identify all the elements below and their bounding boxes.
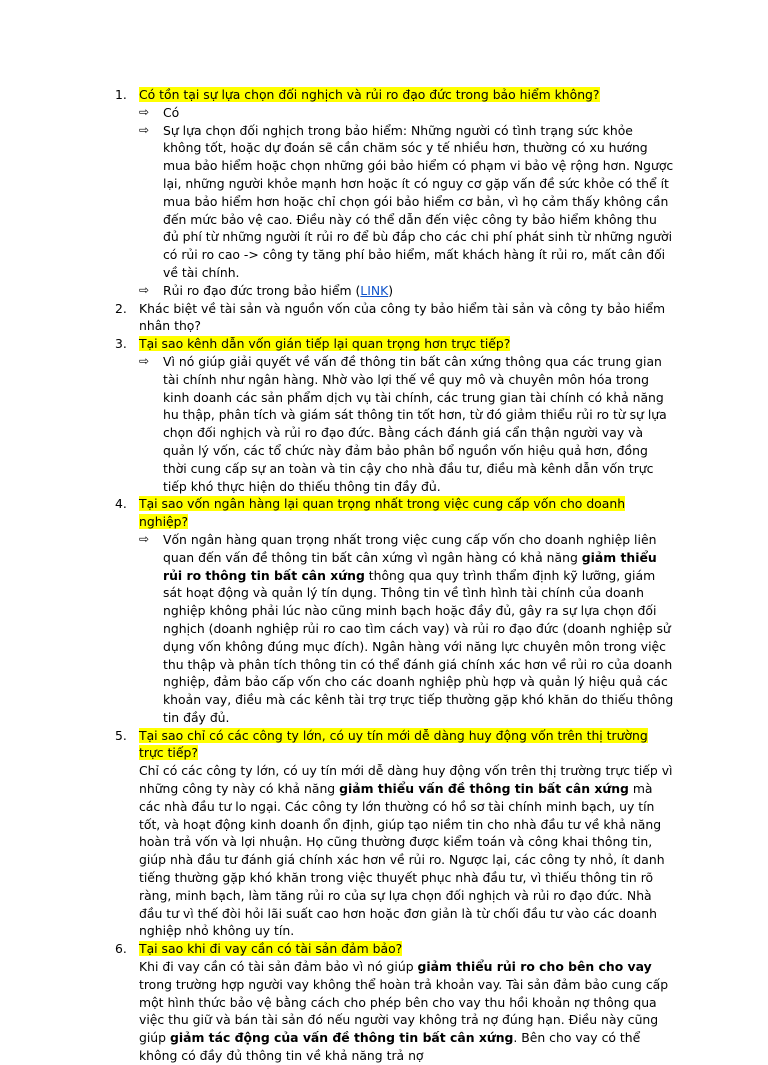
answer-text: . Bên cho vay có thể không có đầy đủ thông tin về khả năng trả nợ: [139, 1030, 641, 1064]
answer-text: Chỉ có các công ty lớn, có uy tín mới dễ dàng huy động vốn trên thị trường trực tiếp vì những công ty này có khả năng: [139, 763, 673, 797]
answer-text: Khi đi vay cần có tài sản đảm bảo vì nó giúp: [139, 959, 418, 975]
answer-1-moral-hazard: [115, 282, 675, 300]
question-text: Tại sao kênh dẫn vốn gián tiếp lại quan trọng hơn trực tiếp?: [139, 336, 511, 352]
arrow-right-outline-icon: ⇨: [139, 531, 150, 546]
question-number: 4.: [115, 496, 127, 512]
answer-6: [115, 958, 675, 1065]
question-text: Tại sao vốn ngân hàng lại quan trọng nhất trong việc cung cấp vốn cho doanh nghiệp?: [139, 496, 626, 530]
question-6: [115, 940, 675, 958]
answer-1-adverse-selection: [115, 122, 675, 282]
arrow-right-outline-icon: ⇨: [139, 122, 150, 137]
answer-bold-text: giảm tác động của vấn đề thông tin bất cân xứng: [169, 1030, 514, 1046]
answer-text: Vì nó giúp giải quyết về vấn đề thông tin bất cân xứng thông qua các trung gian tài chính như ngân hàng. Nhờ vào lợi thế về quy mô và chuyên môn hóa trong kinh doanh các sản phẩm dịch vụ tài chính, các trung gian tài chính có khả năng hu thập, phân tích và giám sát thông tin tốt hơn, từ đó giảm thiểu rủi ro từ sự lựa chọn đối nghịch và rủi ro đạo đức. Bằng cách đánh giá cẩn thận người vay và quản lý vốn, các tổ chức này đảm bảo phân bổ nguồn vốn hiệu quả hơn, đồng thời cung cấp sự an toàn và tin cậy cho nhà đầu tư, điều mà kênh dẫn vốn trực tiếp khó thực hiện do thiếu thông tin đầy đủ.: [163, 353, 667, 494]
question-2: [115, 300, 675, 336]
arrow-right-outline-icon: ⇨: [139, 353, 150, 368]
question-number: 2.: [115, 300, 127, 316]
answer-text: trong trường hợp người vay không thể hoàn trả khoản vay. Tài sản đảm bảo cung cấp một hình thức bảo vệ bằng cách cho phép bên cho vay thu hồi khoản nợ thông qua việc thu giữ và bán tài sản đó nếu người vay không trả nợ đúng hạn. Điều này cũng giúp: [139, 976, 669, 1046]
answer-3: [115, 353, 675, 495]
moral-hazard-link[interactable]: LINK: [360, 282, 389, 298]
arrow-right-outline-icon: ⇨: [139, 104, 150, 119]
question-text: Tại sao chỉ có các công ty lớn, có uy tín mới dễ dàng huy động vốn trên thị trường trực tiếp?: [139, 727, 648, 761]
answer-text: Vốn ngân hàng quan trọng nhất trong việc cung cấp vốn cho doanh nghiệp liên quan đến vấn đề thông tin bất cân xứng vì ngân hàng có khả năng: [163, 531, 657, 565]
question-number: 6.: [115, 941, 127, 957]
answer-text: mà các nhà đầu tư lo ngại. Các công ty lớn thường có hồ sơ tài chính minh bạch, uy tín tốt, và hoạt động kinh doanh ổn định, giúp tạo niềm tin cho nhà đầu tư về khả năng hoàn trả vốn và lợi nhuận. Họ cũng thường được kiểm toán và công khai thông tin, giúp nhà đầu tư đánh giá chính xác hơn về rủi ro. Ngược lại, các công ty nhỏ, ít danh tiếng thường gặp khó khăn trong việc thuyết phục nhà đầu tư, vì thiếu thông tin rõ ràng, minh bạch, làm tăng rủi ro của sự lựa chọn đối nghịch và rủi ro đạo đức. Nhà đầu tư vì thế đòi hỏi lãi suất cao hơn hoặc đơn giản là từ chối đầu tư vào các doanh nghiệp nhỏ không uy tín.: [139, 781, 665, 939]
question-text: Tại sao khi đi vay cần có tài sản đảm bảo?: [139, 941, 403, 957]
answer-bold-text: giảm thiểu rủi ro cho bên cho vay: [417, 959, 652, 975]
question-text: Có tồn tại sự lựa chọn đối nghịch và rủi ro đạo đức trong bảo hiểm không?: [139, 87, 600, 102]
question-text: Khác biệt về tài sản và nguồn vốn của công ty bảo hiểm tài sản và công ty bảo hiểm nhân thọ?: [139, 300, 666, 334]
answer-text-suffix: ): [388, 282, 394, 298]
question-5: [115, 727, 675, 763]
answer-text: Sự lựa chọn đối nghịch trong bảo hiểm: Những người có tình trạng sức khỏe không tốt, hoặc dự đoán sẽ cần chăm sóc y tế nhiều hơn, thường có xu hướng mua bảo hiểm hoặc chọn những gói bảo hiểm có phạm vi bảo vệ rộng hơn. Ngược lại, những người khỏe mạnh hơn hoặc ít có nguy cơ gặp vấn đề sức khỏe có thể ít mua bảo hiểm hơn hoặc chỉ chọn gói bảo hiểm cơ bản, vì họ cảm thấy không cần đến mức bảo vệ cao. Điều này có thể dẫn đến việc công ty bảo hiểm không thu đủ phí từ những người ít rủi ro để bù đắp cho các chi phí phát sinh từ những người có rủi ro cao -> công ty tăng phí bảo hiểm, mất khách hàng ít rủi ro, mất cân đối về tài chính.: [163, 122, 674, 280]
answer-text: thông qua quy trình thẩm định kỹ lưỡng, giám sát hoạt động và quản lý tín dụng. Thông tin về tình hình tài chính của doanh nghiệp không phải lúc nào cũng minh bạch hoặc đầy đủ, gây ra sự lựa chọn đối nghịch (doanh nghiệp rủi ro cao tìm cách vay) và rủi ro đạo đức (doanh nghiệp sử dụng vốn không đúng mục đích). Ngân hàng với năng lực chuyên môn trong việc thu thập và phân tích thông tin có thể đánh giá chính xác hơn về rủi ro của doanh nghiệp, đảm bảo cấp vốn cho các doanh nghiệp phù hợp và quản lý hiệu quả các khoản vay, điều mà các kênh tài trợ trực tiếp thường gặp khó khăn do thiếu thông tin đầy đủ.: [163, 567, 674, 725]
answer-4: [115, 531, 675, 727]
question-number: 3.: [115, 336, 127, 352]
answer-bold-text: giảm thiểu vấn đề thông tin bất cân xứng: [339, 781, 629, 797]
arrow-right-outline-icon: ⇨: [139, 282, 150, 297]
answer-text: Có: [163, 104, 180, 120]
question-number: 1.: [115, 87, 127, 102]
answer-5: [115, 762, 675, 940]
answer-bold-text: giảm thiểu rủi ro thông tin bất cân xứng: [163, 549, 657, 583]
document-body: [115, 86, 675, 1065]
question-4: [115, 495, 675, 531]
answer-text: Rủi ro đạo đức trong bảo hiểm (: [163, 282, 361, 298]
question-1: [115, 86, 675, 104]
question-3: [115, 335, 675, 353]
answer-1-yes: [115, 104, 675, 122]
question-number: 5.: [115, 727, 127, 743]
